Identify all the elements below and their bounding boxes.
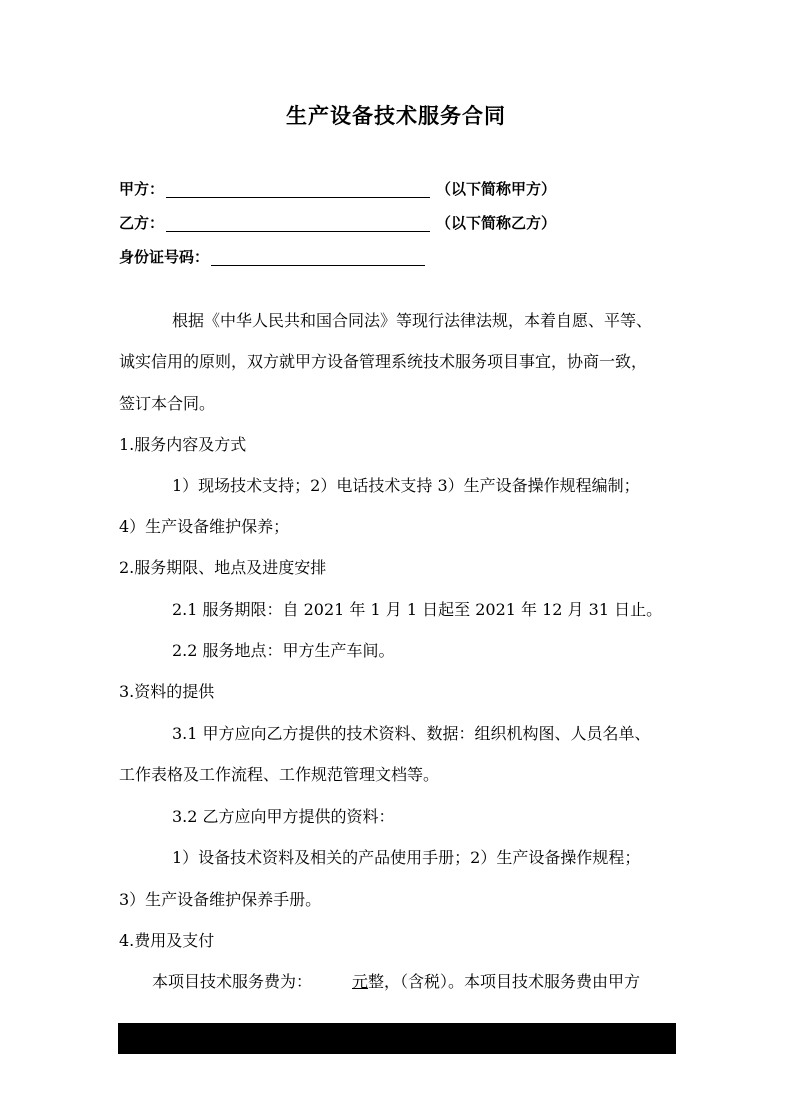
section-heading: 3.资料的提供 [119, 682, 215, 701]
party-a-label: 甲方： [119, 180, 165, 198]
redaction-bar [118, 1023, 676, 1054]
paragraph-line: 2.1 服务期限：自 2021 年 1 月 1 日起至 2021 年 12 月 31 日止。 [172, 600, 663, 619]
paragraph-line: 3.1 甲方应向乙方提供的技术资料、数据：组织机构图、人员名单、 [172, 724, 651, 743]
party-b-blank [166, 216, 430, 232]
paragraph-line: 诚实信用的原则，双方就甲方设备管理系统技术服务项目事宜，协商一致， [119, 352, 648, 371]
fee-rest: 整，（含税）。本项目技术服务费由甲方 [368, 972, 641, 991]
paragraph-line: 1）现场技术支持；2）电话技术支持 3）生产设备操作规程编制； [172, 476, 640, 495]
id-number-line [119, 246, 427, 268]
party-a-line [119, 178, 556, 200]
paragraph-line: 签订本合同。 [119, 394, 216, 413]
party-b-suffix: （以下简称乙方） [436, 214, 557, 232]
paragraph-line: 3.2 乙方应向甲方提供的资料： [172, 807, 395, 826]
id-number-blank [211, 250, 425, 266]
paragraph-line: 根据《中华人民共和国合同法》等现行法律法规，本着自愿、平等、 [172, 311, 653, 330]
contract-title: 生产设备技术服务合同 [286, 104, 506, 128]
paragraph-line: 2.2 服务地点：甲方生产车间。 [172, 641, 395, 660]
section-heading: 1.服务内容及方式 [119, 435, 247, 454]
id-number-label: 身份证号码： [119, 248, 210, 266]
fee-prefix: 本项目技术服务费为： [152, 972, 313, 991]
paragraph-line: 4）生产设备维护保养； [119, 517, 290, 536]
paragraph-line: 1）设备技术资料及相关的产品使用手册；2）生产设备操作规程； [172, 848, 641, 867]
paragraph-line: 3）生产设备维护保养手册。 [119, 890, 322, 909]
fee-unit: 元 [352, 972, 369, 991]
party-a-blank [166, 182, 430, 198]
party-a-suffix: （以下简称甲方） [436, 180, 557, 198]
paragraph-line: 工作表格及工作流程、工作规范管理文档等。 [119, 765, 440, 784]
section-heading: 4.费用及支付 [119, 931, 215, 950]
section-heading: 2.服务期限、地点及进度安排 [119, 558, 327, 577]
party-b-label: 乙方： [119, 214, 165, 232]
party-b-line [119, 212, 556, 234]
fee-line [152, 971, 640, 993]
